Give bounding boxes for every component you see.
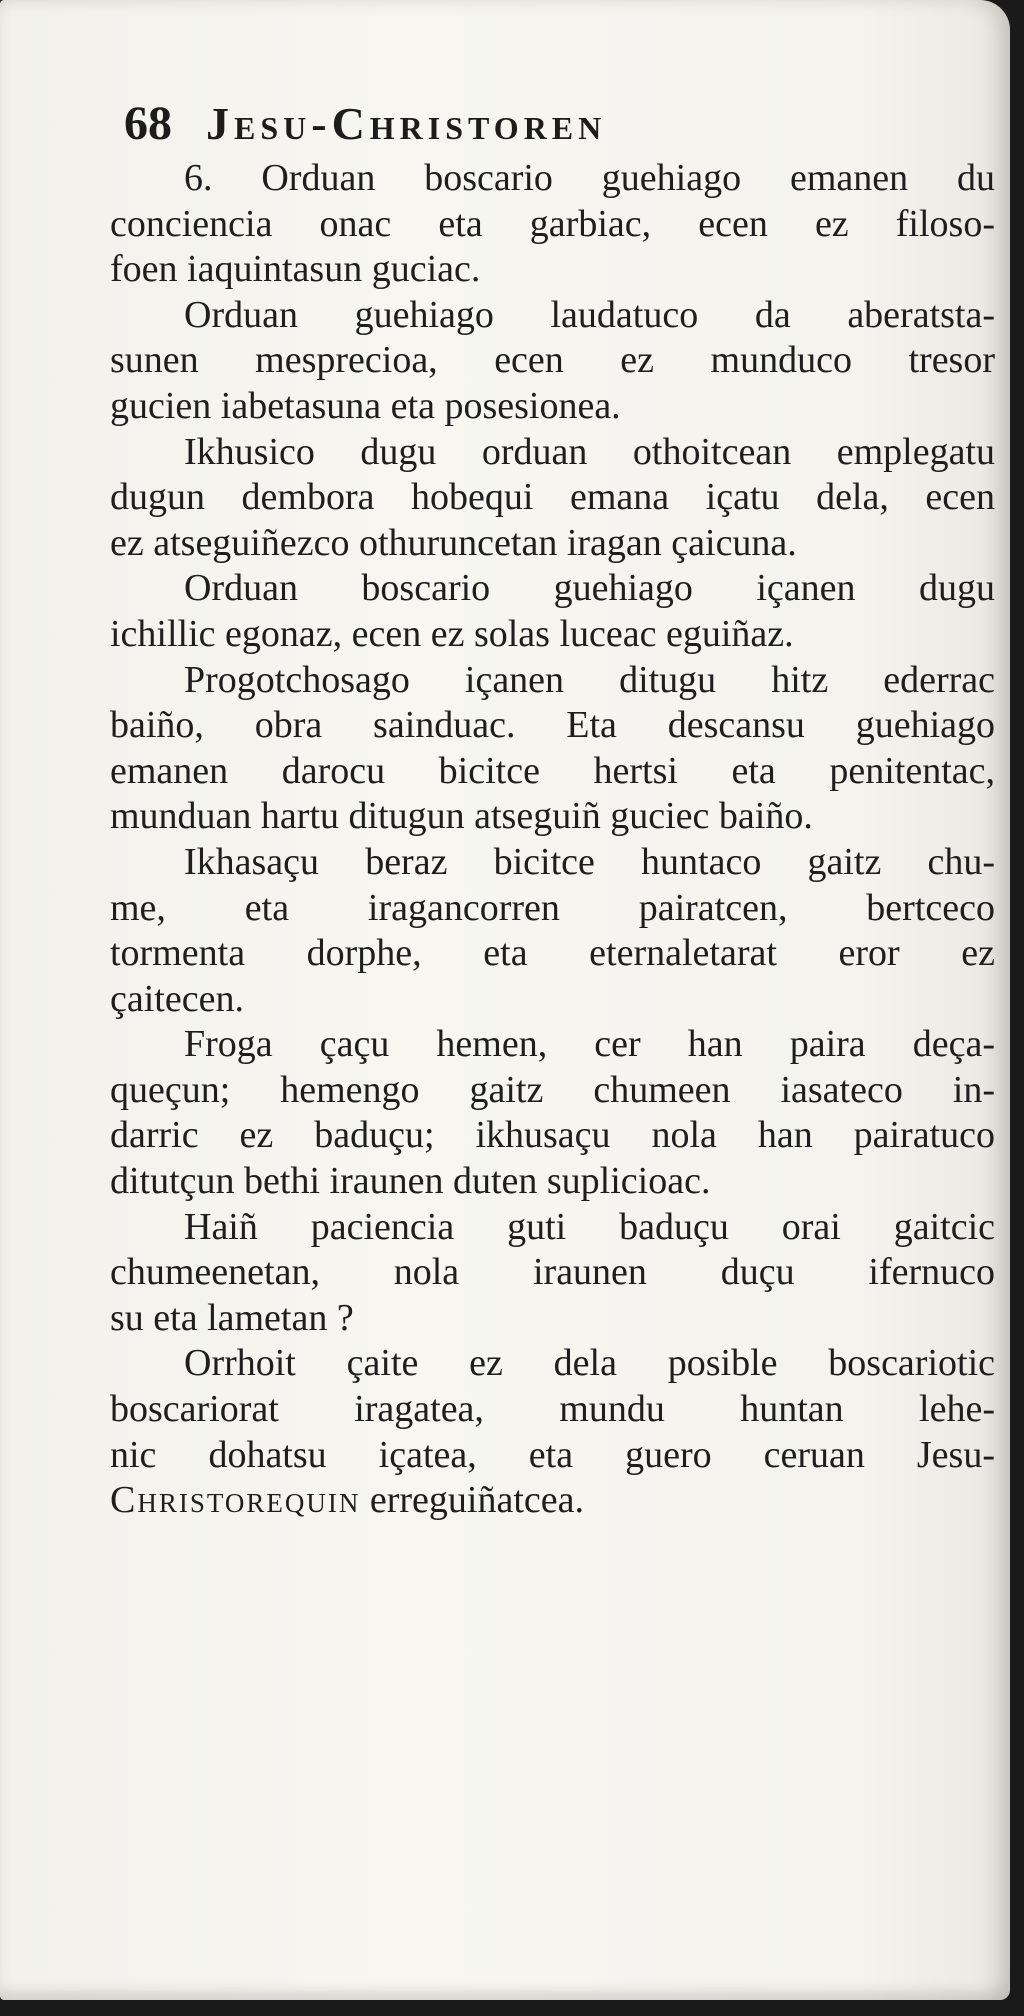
text-line: çaitecen. [110,977,244,1020]
text-line: ditutçun bethi iraunen duten suplicioac. [110,1160,711,1203]
page-number: 68 [124,97,172,150]
text-line: 6. Orduan boscario guehiago emanen du [184,157,995,199]
text-line: Ikhasaçu beraz bicitce huntaco gaitz chu- [184,840,995,883]
text-line: sunen mesprecioa, ecen ez munduco tresor [110,339,995,382]
text-line: Orduan boscario guehiago içanen dugu [184,567,995,610]
text-line: ichillic egonaz, ecen ez solas luceac eguiñaz. [110,612,794,655]
text-line: su eta lametan ? [110,1296,354,1339]
text-line: Ikhusico dugu orduan othoitcean emplegatu [184,430,995,473]
running-title: Jesu-Christoren [206,98,607,149]
text-line: Orduan guehiago laudatuco da aberatsta- [184,293,995,336]
running-head [124,96,924,160]
text-line: emanen darocu bicitce hertsi eta penitentac, [110,749,995,792]
text-line: nic dohatsu içatea, eta guero ceruan Jesu- [110,1433,995,1476]
text-line: Froga çaçu hemen, cer han paira deça- [184,1023,995,1066]
text-line: chumeenetan, nola iraunen duçu ifernuco [110,1251,995,1294]
text-line: queçun; hemengo gaitz chumeen iasateco in- [110,1068,995,1111]
body-text [110,156,995,1524]
text-line: conciencia onac eta garbiac, ecen ez filoso- [110,202,995,245]
text-line: Christorequin erreguiñatcea. [110,1479,584,1522]
text-line: tormenta dorphe, eta eternaletarat eror ez [110,932,995,975]
text-line: boscariorat iragatea, mundu huntan lehe- [110,1388,995,1431]
text-line: baiño, obra sainduac. Eta descansu guehiago [110,704,995,747]
text-line: Progotchosago içanen ditugu hitz ederrac [184,658,995,701]
text-line: me, eta iragancorren pairatcen, bertceco [110,886,995,929]
text-line: ez atseguiñezco othuruncetan iragan çaicuna. [110,521,797,564]
text-line: Haiñ paciencia guti baduçu orai gaitcic [184,1205,995,1248]
text-line: munduan hartu ditugun atseguiñ guciec baiño. [110,795,813,838]
text-line: gucien iabetasuna eta posesionea. [110,384,621,427]
text-line: foen iaquintasun guciac. [110,248,481,291]
text-line: dugun dembora hobequi emana içatu dela, ecen [110,476,995,519]
text-line: Orrhoit çaite ez dela posible boscariotic [184,1342,995,1385]
text-line: darric ez baduçu; ikhusaçu nola han pairatuco [110,1114,995,1157]
